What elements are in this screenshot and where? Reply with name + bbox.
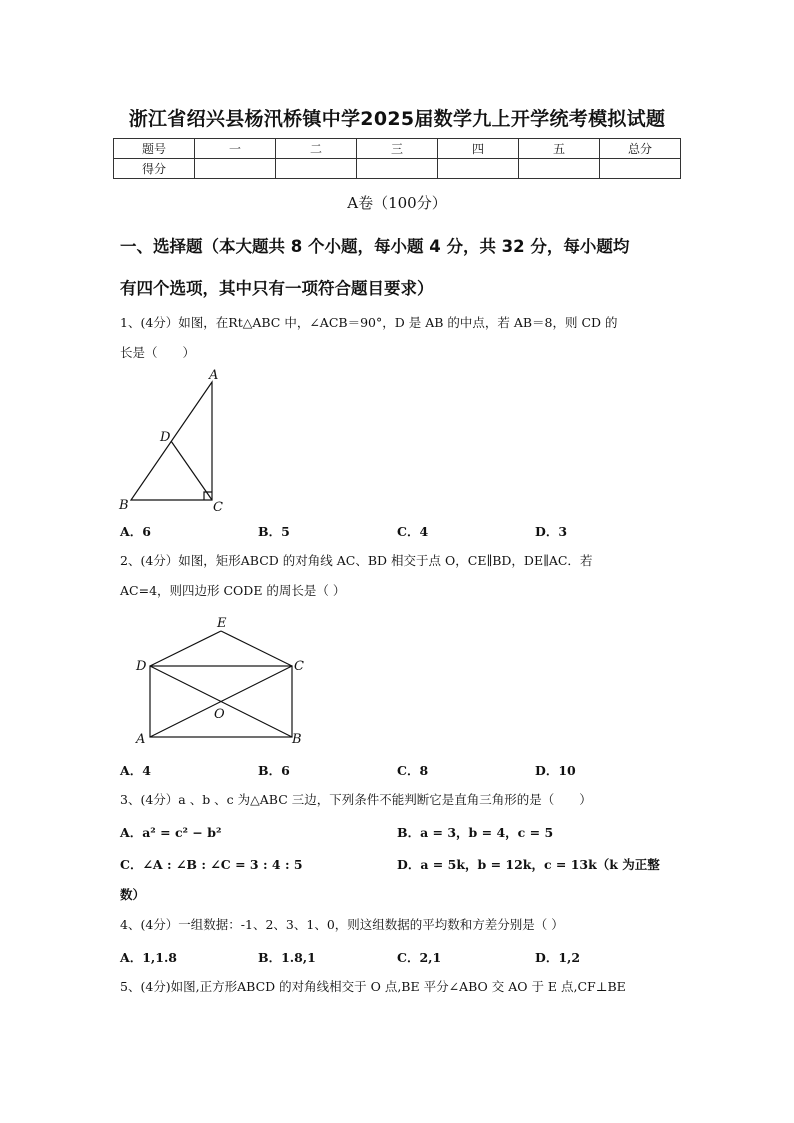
q2-option-a[interactable]: A．4 xyxy=(120,763,151,778)
q3-option-b[interactable]: B．a = 3，b = 4，c = 5 xyxy=(397,825,554,840)
q1-option-d[interactable]: D．3 xyxy=(535,524,568,539)
label-c: C xyxy=(213,500,223,515)
page-title: 浙江省绍兴县杨汛桥镇中学2025届数学九上开学统考模拟试题 xyxy=(128,108,666,130)
question-5-text: 5、(4分)如图,正方形ABCD 的对角线相交于 O 点,BE 平分∠ABO 交 AO 于 E 点,CF⊥BE xyxy=(120,979,626,994)
question-2-figure xyxy=(130,612,310,752)
score-table-header-row xyxy=(114,139,681,159)
label-b: B xyxy=(292,732,302,747)
score-header-cell: 四 xyxy=(438,139,519,159)
q3-option-d[interactable]: D．a = 5k，b = 12k，c = 13k（k 为正整 xyxy=(397,857,660,872)
score-cell[interactable] xyxy=(276,159,357,179)
score-cell[interactable] xyxy=(195,159,276,179)
segment-de xyxy=(150,631,221,666)
score-cell[interactable] xyxy=(519,159,600,179)
part1-heading-line2: 有四个选项，其中只有一项符合题目要求） xyxy=(120,279,434,298)
question-1-figure xyxy=(110,365,240,515)
label-b: B xyxy=(119,498,129,513)
score-cell[interactable] xyxy=(438,159,519,179)
score-cell[interactable] xyxy=(357,159,438,179)
q1-option-a[interactable]: A．6 xyxy=(120,524,151,539)
q2-option-d[interactable]: D．10 xyxy=(535,763,576,778)
label-e: E xyxy=(217,616,227,631)
label-d: D xyxy=(160,430,171,445)
score-header-cell: 总分 xyxy=(600,139,681,159)
label-a: A xyxy=(136,732,146,747)
question-1-text: 1、(4分）如图，在Rt△ABC 中，∠ACB＝90°，D 是 AB 的中点，若 AB＝8，则 CD 的 xyxy=(120,315,618,330)
median-cd xyxy=(171,441,212,500)
score-cell[interactable] xyxy=(600,159,681,179)
score-header-cell: 二 xyxy=(276,139,357,159)
label-o: O xyxy=(214,707,225,722)
label-d: D xyxy=(136,659,147,674)
score-row-label: 得分 xyxy=(114,159,195,179)
q2-option-c[interactable]: C．8 xyxy=(397,763,429,778)
segment-ce xyxy=(221,631,292,666)
q4-option-a[interactable]: A．1,1.8 xyxy=(120,950,177,965)
section-a-heading: A卷（100分） xyxy=(347,194,447,212)
q2-option-b[interactable]: B．6 xyxy=(258,763,290,778)
q3-option-c[interactable]: C．∠A : ∠B : ∠C = 3 : 4 : 5 xyxy=(120,857,303,872)
q1-option-c[interactable]: C．4 xyxy=(397,524,429,539)
score-header-cell: 题号 xyxy=(114,139,195,159)
q4-option-b[interactable]: B．1.8,1 xyxy=(258,950,316,965)
part1-heading-line1: 一、选择题（本大题共 8 个小题，每小题 4 分，共 32 分，每小题均 xyxy=(120,237,630,256)
question-3-text: 3、(4分）a 、b 、c 为△ABC 三边，下列条件不能判断它是直角三角形的是（ ） xyxy=(120,792,592,807)
q3-option-a[interactable]: A．a² = c² − b² xyxy=(120,825,222,840)
q3-option-d-cont: 数） xyxy=(120,887,146,902)
question-1-text-cont: 长是（ ） xyxy=(120,345,196,360)
score-header-cell: 一 xyxy=(195,139,276,159)
q4-option-d[interactable]: D．1,2 xyxy=(535,950,581,965)
label-a: A xyxy=(209,368,219,383)
question-2-text-cont: AC=4，则四边形 CODE 的周长是（ ） xyxy=(120,583,346,598)
q1-option-b[interactable]: B．5 xyxy=(258,524,290,539)
question-2-text: 2、(4分）如图，矩形ABCD 的对角线 AC、BD 相交于点 O，CE∥BD，DE∥AC．若 xyxy=(120,553,593,568)
score-table xyxy=(113,138,681,179)
label-c: C xyxy=(294,659,304,674)
q4-option-c[interactable]: C．2,1 xyxy=(397,950,442,965)
score-table-score-row xyxy=(114,159,681,179)
score-header-cell: 三 xyxy=(357,139,438,159)
score-header-cell: 五 xyxy=(519,139,600,159)
question-4-text: 4、(4分）一组数据：-1、2、3、1、0，则这组数据的平均数和方差分别是（ ） xyxy=(120,917,564,932)
